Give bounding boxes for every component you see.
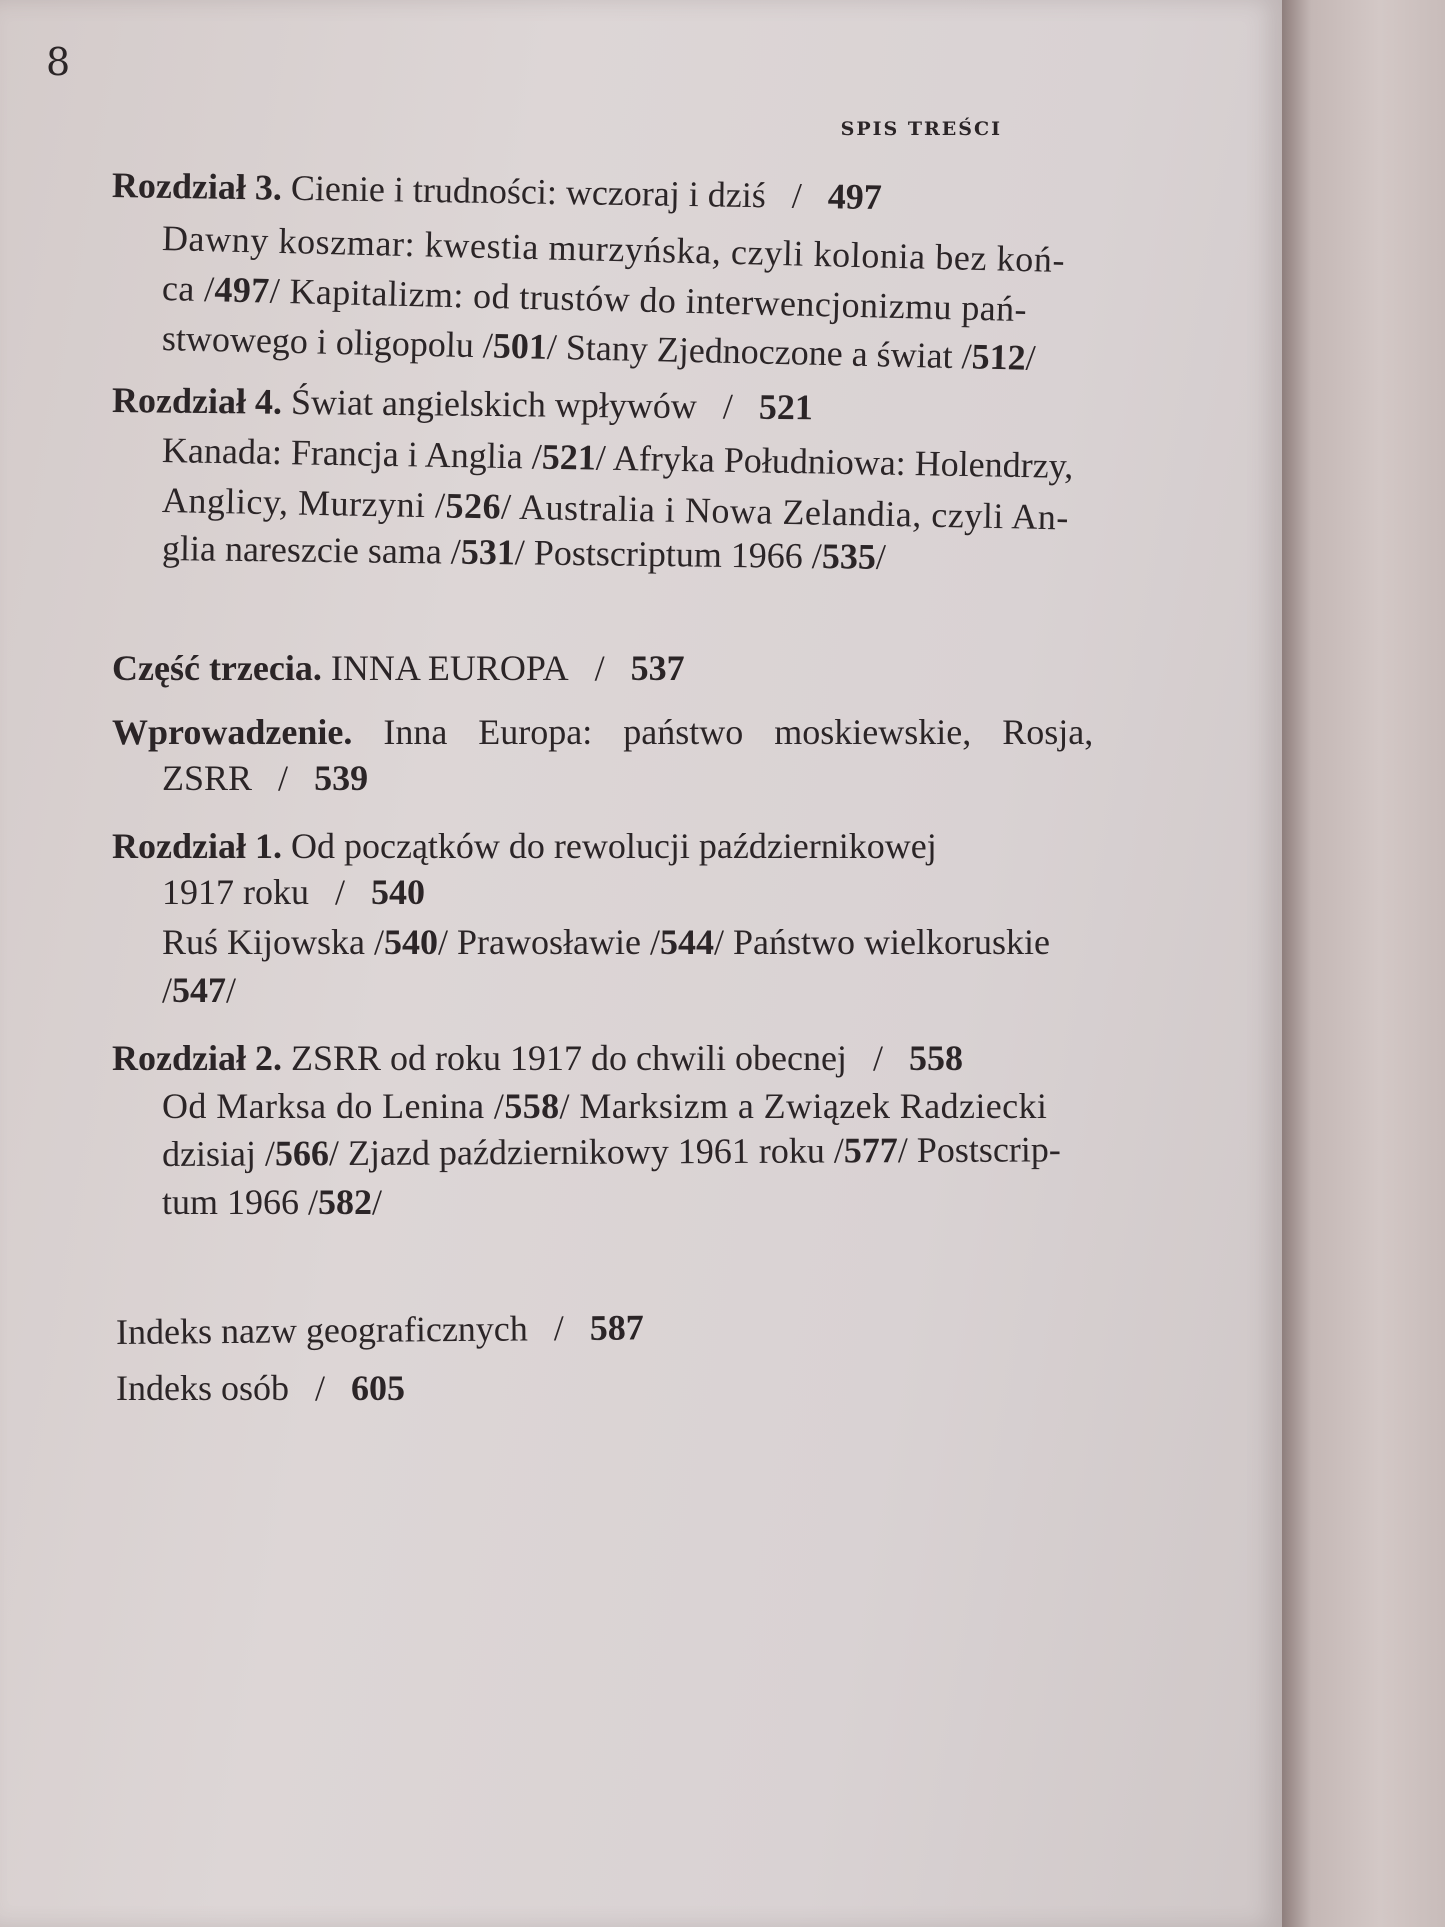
part-label: Część trzecia. — [112, 648, 322, 688]
page-ref: 526 — [445, 485, 502, 527]
part-title: INNA EUROPA — [330, 648, 569, 688]
chapter-title: Świat angielskich wpływów — [290, 381, 698, 427]
page-ref: 582 — [318, 1182, 373, 1222]
page-ref: 547 — [172, 970, 227, 1010]
book-gutter — [1282, 0, 1445, 1927]
page-ref: 539 — [314, 758, 369, 798]
page-ref: 566 — [274, 1133, 330, 1174]
subline-text: / Postscriptum 1966 / — [514, 532, 823, 577]
toc-entry-geographic-index — [116, 1305, 644, 1354]
chapter-title: 1917 roku — [162, 872, 309, 912]
chapter-label: Rozdział 1. — [112, 826, 282, 866]
chapter-label: Rozdział 2. — [112, 1038, 282, 1078]
page-ref: 535 — [821, 536, 877, 577]
page-ref: 540 — [371, 872, 426, 912]
toc-subline — [162, 428, 1074, 488]
subline-text: Anglicy, Murzyni / — [161, 480, 446, 526]
toc-entry-persons-index — [116, 1366, 405, 1410]
page-number: 8 — [46, 40, 71, 84]
index-title: Indeks osób — [116, 1368, 289, 1408]
subline-text: / Marksizm a Związek Radziecki — [559, 1086, 1048, 1126]
page-ref: 558 — [504, 1086, 560, 1126]
separator: / — [315, 1368, 326, 1408]
subline-text: / — [1025, 337, 1037, 378]
toc-heading — [112, 1036, 963, 1080]
separator: / — [594, 648, 605, 688]
subline-text: / Prawosławie / — [438, 922, 660, 962]
subline-text: / — [875, 536, 887, 577]
subline-text: dzisiaj / — [161, 1133, 276, 1174]
chapter-label: Rozdział 3. — [111, 165, 283, 208]
toc-subline — [162, 1084, 1047, 1128]
index-title: Indeks nazw geograficznych — [115, 1308, 528, 1352]
subline-text: Dawny koszmar: kwestia murzyńska, czyli kolonia bez koń- — [161, 218, 1066, 281]
separator: / — [722, 386, 734, 427]
separator: / — [872, 1038, 883, 1078]
toc-heading-continued — [162, 870, 425, 914]
page-ref: 540 — [384, 922, 439, 962]
subline-text: ca / — [161, 268, 216, 310]
running-head: SPIS TREŚCI — [840, 118, 1002, 140]
page-ref: 577 — [843, 1130, 898, 1171]
page-ref: 537 — [630, 648, 685, 688]
toc-subline — [162, 968, 236, 1012]
subline-text: glia nareszcie sama / — [161, 528, 462, 572]
page-ref: 512 — [971, 336, 1027, 378]
page-ref: 544 — [659, 922, 714, 962]
subline-text: / Australia i Nowa Zelandia, czyli An- — [500, 486, 1070, 538]
toc-subline — [162, 1127, 1061, 1176]
subline-text: Ruś Kijowska / — [162, 922, 385, 962]
toc-entry-part-3 — [112, 646, 685, 690]
subline-text: Od Marksa do Lenina / — [162, 1086, 505, 1126]
chapter-title: Cienie i trudności: wczoraj i dziś — [290, 167, 767, 216]
chapter-title: ZSRR od roku 1917 do chwili obecnej — [290, 1038, 847, 1078]
separator: / — [791, 175, 803, 216]
toc-heading — [112, 824, 937, 868]
page-ref: 521 — [758, 386, 814, 428]
chapter-label: Rozdział 4. — [111, 380, 283, 422]
page-ref: 521 — [541, 436, 597, 478]
toc-subline — [162, 920, 1050, 964]
separator: / — [553, 1308, 564, 1349]
page-ref: 587 — [589, 1307, 644, 1348]
toc-heading — [112, 378, 813, 429]
toc-heading — [112, 710, 1174, 754]
subline-text: tum 1966 / — [162, 1182, 319, 1222]
intro-title: ZSRR — [162, 758, 253, 798]
page-ref: 497 — [827, 176, 883, 218]
subline-text: Kanada: Francja i Anglia / — [161, 430, 543, 477]
subline-text: / — [226, 970, 237, 1010]
subline-text: stwowego i oligopolu / — [161, 318, 494, 366]
subline-text: / Zjazd październikowy 1961 roku / — [328, 1130, 844, 1174]
intro-label: Wprowadzenie. — [112, 712, 353, 752]
intro-title: Inna Europa: państwo moskiewskie, Rosja, — [383, 712, 1094, 752]
separator: / — [335, 872, 346, 912]
toc-heading-continued — [162, 756, 368, 800]
page-ref: 558 — [908, 1038, 963, 1078]
toc-subline — [162, 526, 886, 579]
page-ref: 531 — [460, 531, 516, 573]
page-ref: 605 — [351, 1368, 406, 1408]
subline-text: / — [162, 970, 173, 1010]
page-ref: 497 — [214, 269, 271, 311]
subline-text: / Kapitalizm: od trustów do interwencjonizmu pań- — [269, 270, 1028, 330]
page-ref: 501 — [492, 325, 548, 367]
subline-text: / — [372, 1182, 383, 1222]
toc-subline — [162, 1180, 382, 1224]
toc-heading — [112, 163, 882, 219]
separator: / — [278, 758, 289, 798]
chapter-title: Od początków do rewolucji październikowej — [290, 826, 937, 866]
subline-text: / Stany Zjednoczone a świat / — [546, 326, 973, 377]
subline-text: / Afryka Południowa: Holendrzy, — [595, 437, 1074, 486]
subline-text: / Państwo wielkoruskie — [713, 922, 1050, 962]
subline-text: / Postscrip- — [897, 1129, 1061, 1171]
